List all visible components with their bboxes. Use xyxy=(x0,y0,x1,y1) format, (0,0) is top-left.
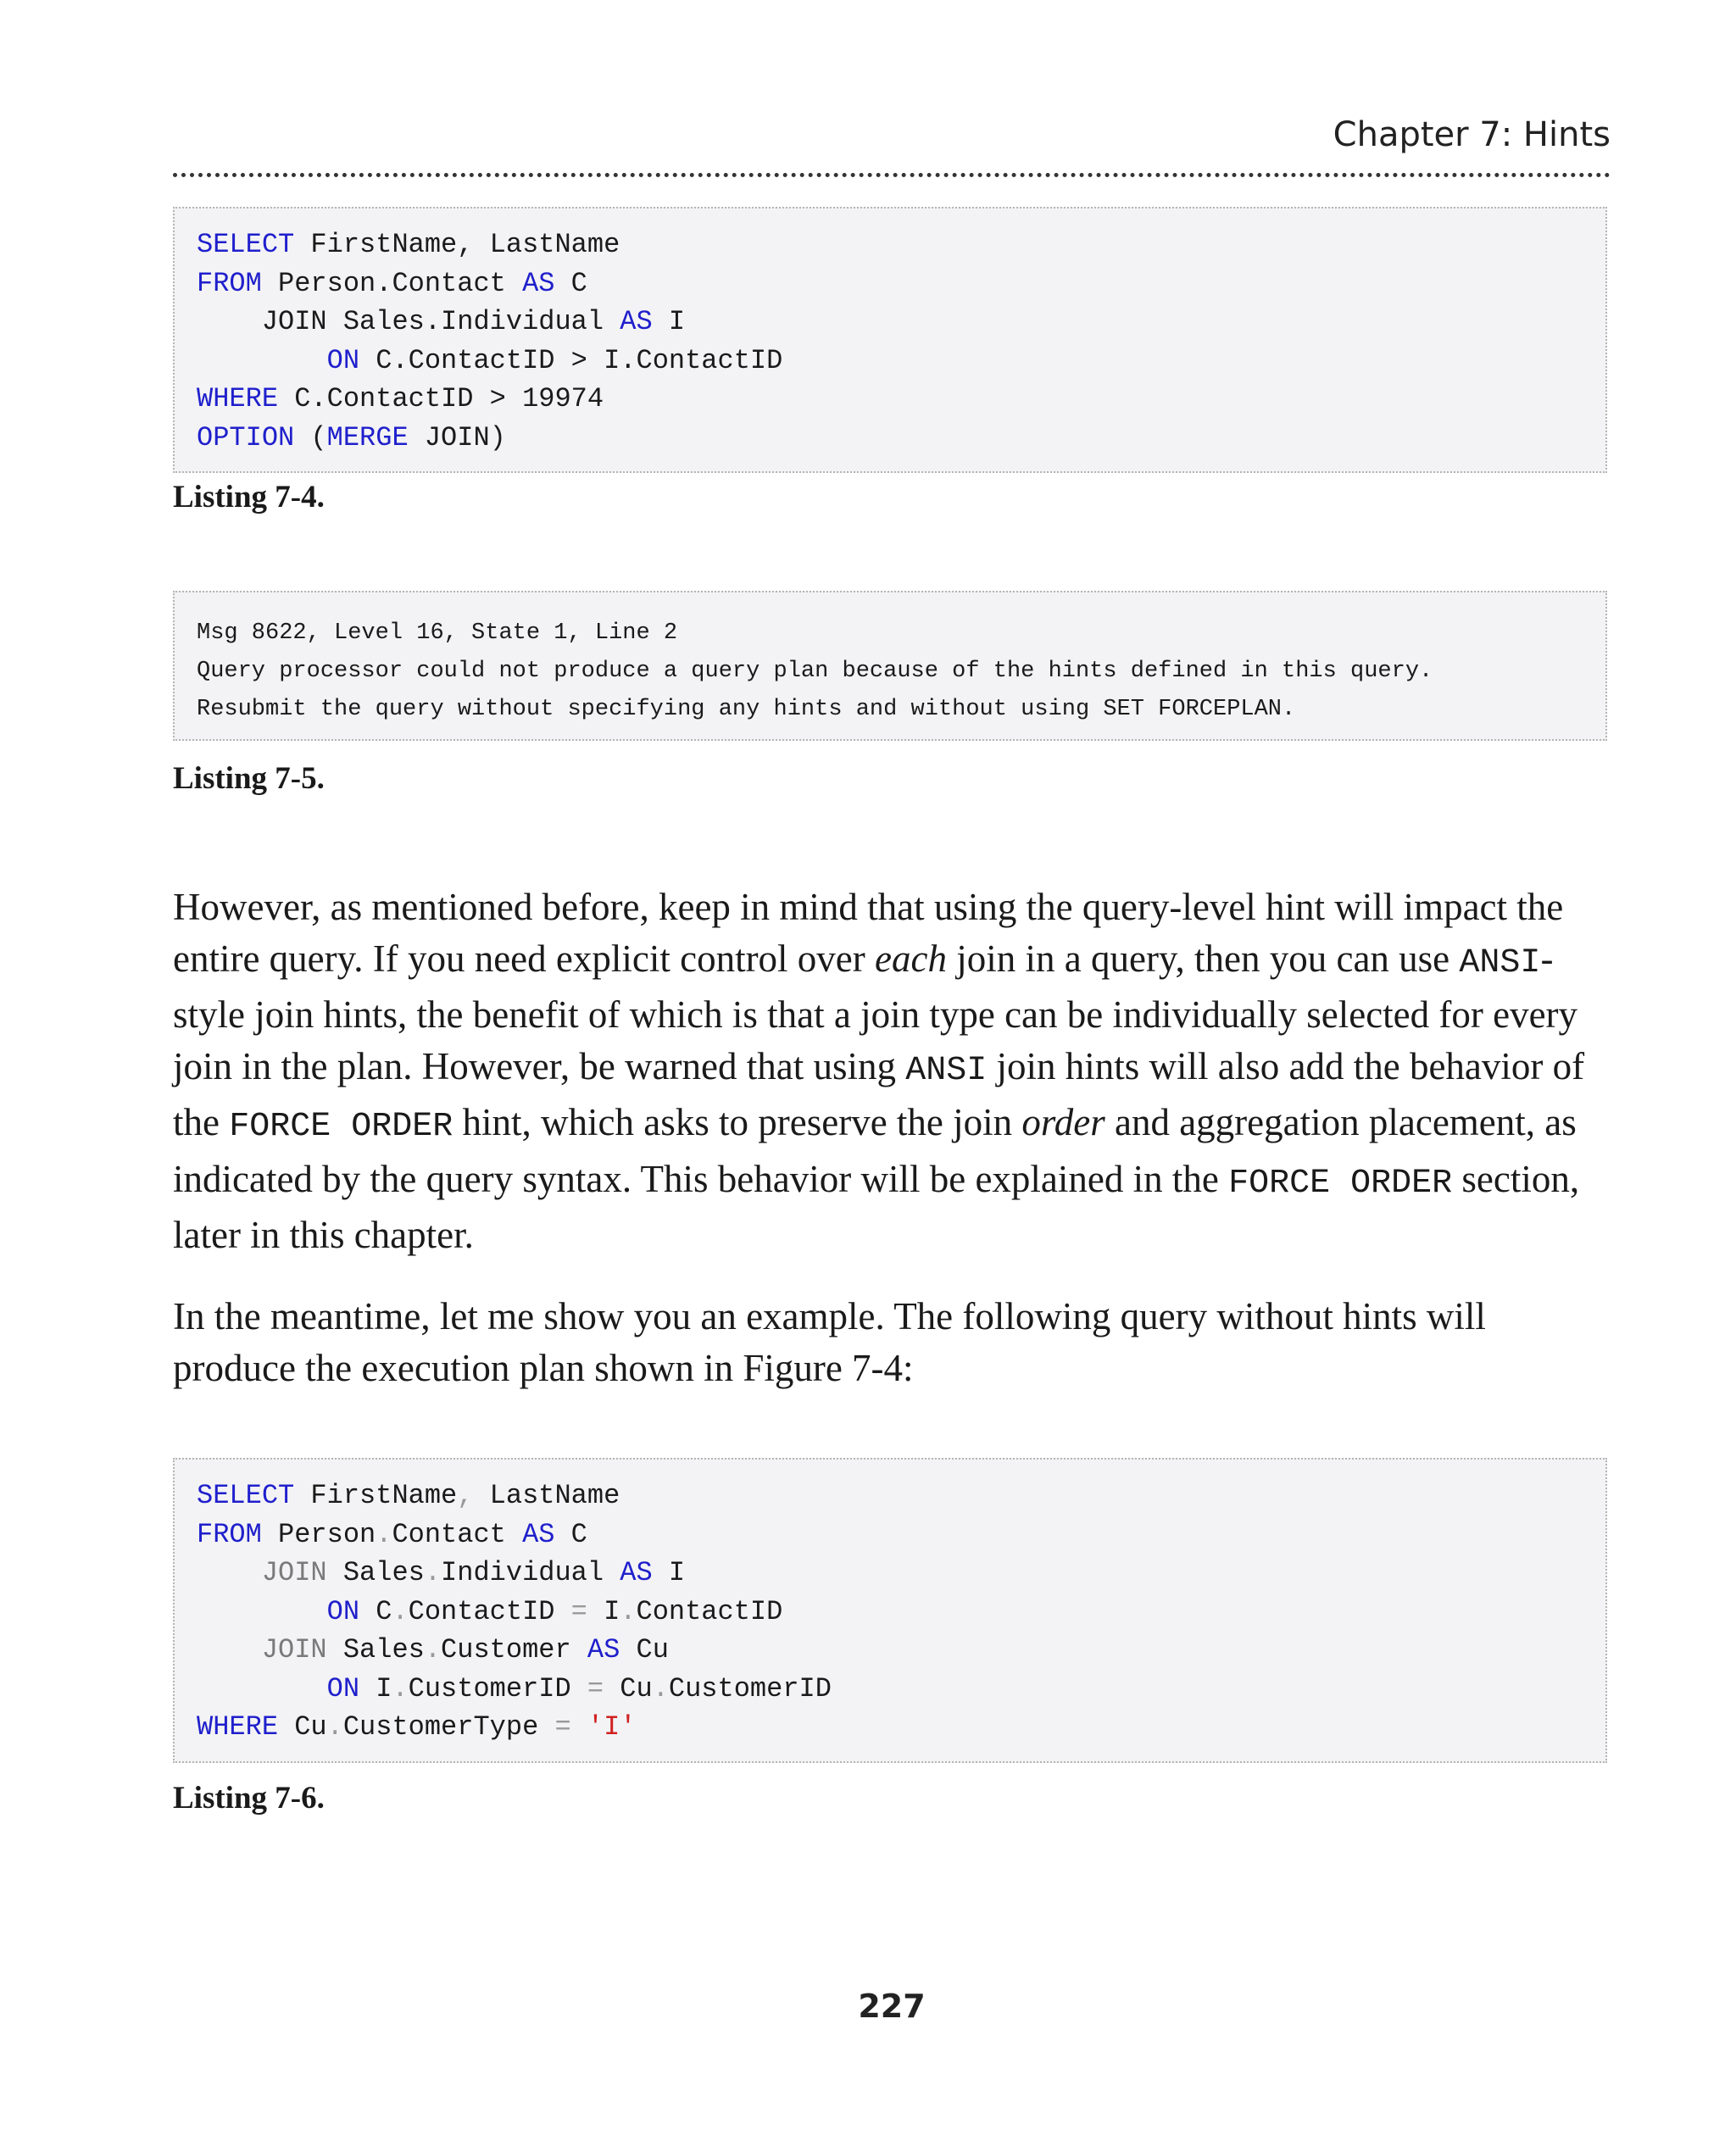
code-line xyxy=(197,342,1605,381)
body-paragraph-1 xyxy=(173,881,1614,1261)
code-line xyxy=(197,1670,1605,1709)
inline-code: FORCE ORDER xyxy=(1228,1164,1453,1203)
code-line xyxy=(197,1708,1605,1747)
paragraph-text: hint, which asks to preserve the join xyxy=(453,1101,1022,1143)
code-token: . xyxy=(376,1518,392,1550)
code-token: . xyxy=(392,1595,409,1627)
code-token: , xyxy=(457,1480,474,1511)
emphasis-text: order xyxy=(1021,1101,1105,1143)
sql-keyword: ON xyxy=(326,1672,360,1704)
inline-code: FORCE ORDER xyxy=(229,1108,453,1146)
code-token: I xyxy=(652,306,686,337)
code-token: = xyxy=(554,1711,571,1743)
paragraph-text: and aggregation placement, as indicated by the query syntax. This behavior will be explained in the xyxy=(173,1101,1577,1200)
paragraph-text: section, later in this chapter. xyxy=(173,1157,1580,1256)
body-paragraph-2: In the meantime, let me show you an example. The following query without hints will produce the execution plan shown in Figure 7-4: xyxy=(173,1295,1486,1389)
code-token: Person xyxy=(261,1518,376,1550)
code-token: . xyxy=(392,1672,409,1704)
error-message-line: Resubmit the query without specifying any hints and without using SET FORCEPLAN. xyxy=(197,697,1296,722)
sql-keyword: AS xyxy=(522,267,555,299)
code-line xyxy=(197,1476,1605,1515)
code-line xyxy=(197,380,1605,419)
code-token: 'I' xyxy=(587,1711,637,1743)
code-token: Customer xyxy=(441,1634,587,1666)
code-line xyxy=(197,419,1605,458)
listing-caption-7-4: Listing 7-4. xyxy=(173,480,325,514)
code-token: FirstName, LastName xyxy=(294,229,620,260)
error-message-line: Query processor could not produce a query plan because of the hints defined in this query. xyxy=(197,659,1433,684)
code-token: Cu xyxy=(620,1634,669,1666)
code-token: = xyxy=(587,1672,604,1704)
listing-caption-7-5: Listing 7-5. xyxy=(173,761,325,796)
listing-caption-7-6: Listing 7-6. xyxy=(173,1781,325,1816)
code-line xyxy=(197,303,1605,342)
code-token: C xyxy=(359,1595,392,1627)
sql-keyword: FROM xyxy=(197,1518,262,1550)
sql-keyword: ON xyxy=(326,344,360,376)
sql-keyword: WHERE xyxy=(197,1711,279,1743)
error-message-line: Msg 8622, Level 16, State 1, Line 2 xyxy=(197,620,678,646)
sql-keyword: FROM xyxy=(197,267,262,299)
code-line xyxy=(197,1593,1605,1632)
code-token: ContactID xyxy=(636,1595,783,1627)
code-line xyxy=(197,264,1605,303)
code-token: Sales xyxy=(326,1634,425,1666)
code-token: JOIN xyxy=(261,1557,327,1588)
code-token: = xyxy=(570,1595,587,1627)
sql-keyword: AS xyxy=(587,1634,620,1666)
code-token: . xyxy=(620,1595,637,1627)
paragraph-text: join in a query, then you can use xyxy=(946,937,1460,980)
code-token: FirstName xyxy=(294,1480,458,1511)
code-line xyxy=(197,1631,1605,1670)
code-token: I xyxy=(652,1557,686,1588)
inline-code: ANSI xyxy=(1459,943,1541,982)
emphasis-text: each xyxy=(875,937,947,980)
chapter-header: Chapter 7: Hints xyxy=(1333,115,1611,154)
sql-keyword: AS xyxy=(522,1518,555,1550)
code-token: Cu xyxy=(604,1672,653,1704)
code-token: JOIN) xyxy=(408,421,506,453)
code-token: JOIN xyxy=(261,1634,327,1666)
code-token xyxy=(197,1557,262,1588)
code-token xyxy=(197,345,327,376)
code-token: . xyxy=(424,1634,442,1666)
code-token: ContactID xyxy=(408,1595,571,1627)
paragraph-text: join hints will also add the behavior of the xyxy=(173,1044,1585,1143)
code-token: . xyxy=(652,1672,669,1704)
code-token xyxy=(197,1596,327,1627)
code-token: I xyxy=(359,1672,392,1704)
code-token: JOIN Sales.Individual xyxy=(197,306,620,337)
code-token: CustomerID xyxy=(668,1672,832,1704)
sql-keyword: WHERE xyxy=(197,383,279,414)
code-line xyxy=(197,1515,1605,1554)
code-listing-7-5 xyxy=(173,591,1607,741)
code-line xyxy=(197,225,1605,264)
code-token: C xyxy=(554,1518,587,1550)
code-token: CustomerType xyxy=(342,1711,555,1743)
sql-keyword: ON xyxy=(326,1595,360,1627)
code-token: ( xyxy=(294,421,327,453)
code-token xyxy=(197,1673,327,1704)
page-number: 227 xyxy=(858,1988,926,2025)
code-token: Person.Contact xyxy=(261,267,523,299)
inline-code: ANSI xyxy=(905,1051,988,1090)
sql-keyword: AS xyxy=(620,1557,653,1588)
code-token xyxy=(197,1634,262,1666)
sql-keyword: SELECT xyxy=(197,229,295,260)
code-token: C.ContactID > 19974 xyxy=(278,383,604,414)
paragraph-text: However, as mentioned before, keep in mind that using the query-level hint will impact the entire query. If you need explicit control over xyxy=(173,886,1564,980)
code-token xyxy=(571,1711,587,1743)
code-listing-7-4 xyxy=(173,207,1607,473)
paragraph-text: -style join hints, the benefit of which is that a join type can be individually selected for every join in the plan. However, be warned that using xyxy=(173,937,1578,1087)
code-token: C.ContactID > I.ContactID xyxy=(359,344,783,376)
sql-keyword: OPTION xyxy=(197,421,295,453)
sql-keyword: MERGE xyxy=(326,421,409,453)
sql-keyword: SELECT xyxy=(197,1480,295,1511)
code-token: C xyxy=(554,267,587,299)
code-token: CustomerID xyxy=(408,1672,587,1704)
code-token: Contact xyxy=(392,1518,523,1550)
code-token: Individual xyxy=(441,1557,620,1588)
code-token: I xyxy=(587,1595,620,1627)
header-divider xyxy=(173,173,1611,177)
sql-keyword: AS xyxy=(620,306,653,337)
code-token: Sales xyxy=(326,1557,425,1588)
code-token: Cu xyxy=(278,1711,327,1743)
code-token: LastName xyxy=(473,1480,620,1511)
code-line xyxy=(197,1554,1605,1593)
code-token: . xyxy=(326,1711,343,1743)
code-token: . xyxy=(424,1557,442,1588)
code-listing-7-6 xyxy=(173,1458,1607,1763)
